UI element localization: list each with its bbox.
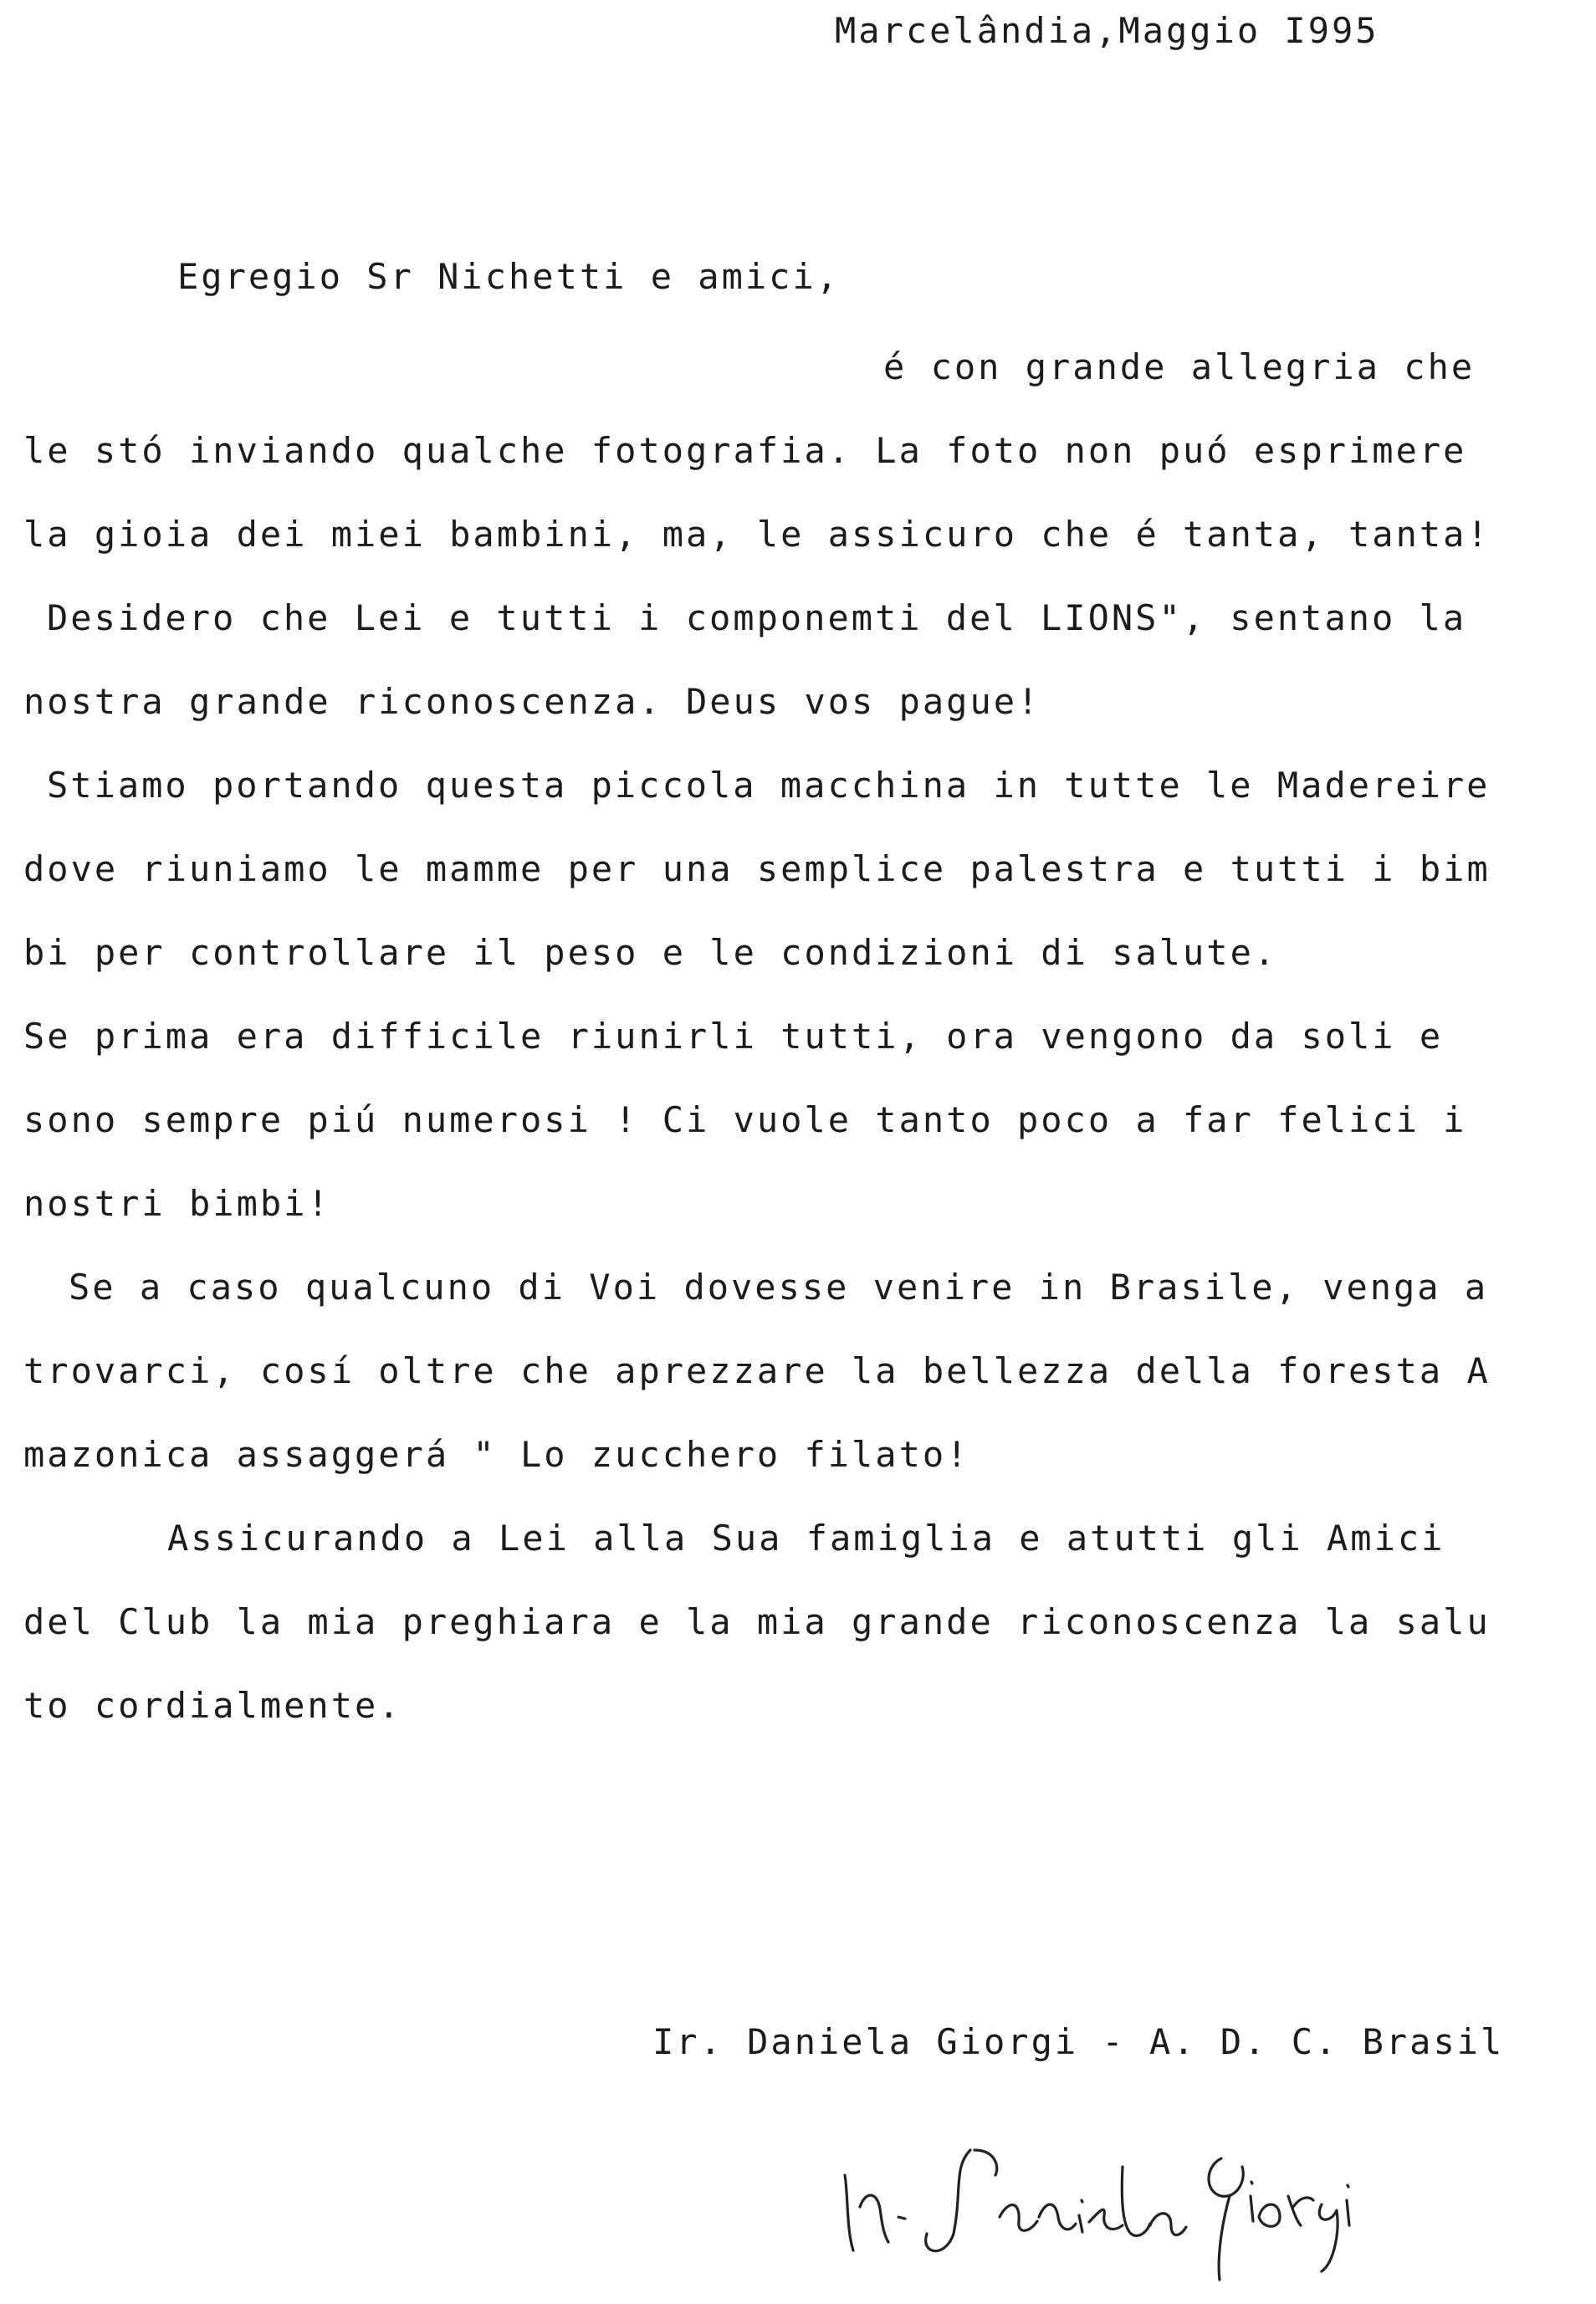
handwritten-signature (828, 2117, 1414, 2284)
body-line: trovarci, cosí oltre che aprezzare la bellezza della foresta A (23, 1350, 1491, 1391)
body-line: Assicurando a Lei alla Sua famiglia e atutti gli Amici (167, 1518, 1445, 1559)
body-line: Desidero che Lei e tutti i componemti del LIONS", sentano la (47, 597, 1467, 638)
salutation: Egregio Sr Nichetti e amici, (177, 256, 841, 297)
body-line: Se prima era difficile riunirli tutti, ora vengono da soli e (23, 1016, 1444, 1057)
body-line: é con grande allegria che (883, 346, 1476, 387)
body-line: le stó inviando qualche fotografia. La foto non puó esprimere (23, 430, 1467, 471)
body-line: mazonica assaggerá " Lo zucchero filato! (23, 1434, 970, 1475)
body-line: Stiamo portando questa piccola macchina in tutte le Madereire (47, 765, 1491, 806)
body-line: bi per controllare il peso e le condizioni di salute. (23, 932, 1278, 973)
body-line: nostri bimbi! (23, 1183, 331, 1224)
body-line: Se a caso qualcuno di Voi dovesse venire in Brasile, venga a (69, 1267, 1489, 1308)
body-line: dove riuniamo le mamme per una semplice palestra e tutti i bim (23, 848, 1491, 889)
body-line: nostra grande riconoscenza. Deus vos pague! (23, 681, 1041, 722)
body-line: to cordialmente. (23, 1685, 402, 1726)
body-line: la gioia dei miei bambini, ma, le assicuro che é tanta, tanta! (23, 514, 1491, 555)
body-line: sono sempre piú numerosi ! Ci vuole tanto poco a far felici i (23, 1099, 1467, 1140)
signature-image (828, 2117, 1414, 2284)
date-line: Marcelândia,Maggio I995 (835, 10, 1379, 51)
sender-line: Ir. Daniela Giorgi - A. D. C. Brasil (652, 2021, 1505, 2062)
body-line: del Club la mia preghiara e la mia grande riconoscenza la salu (23, 1601, 1491, 1642)
